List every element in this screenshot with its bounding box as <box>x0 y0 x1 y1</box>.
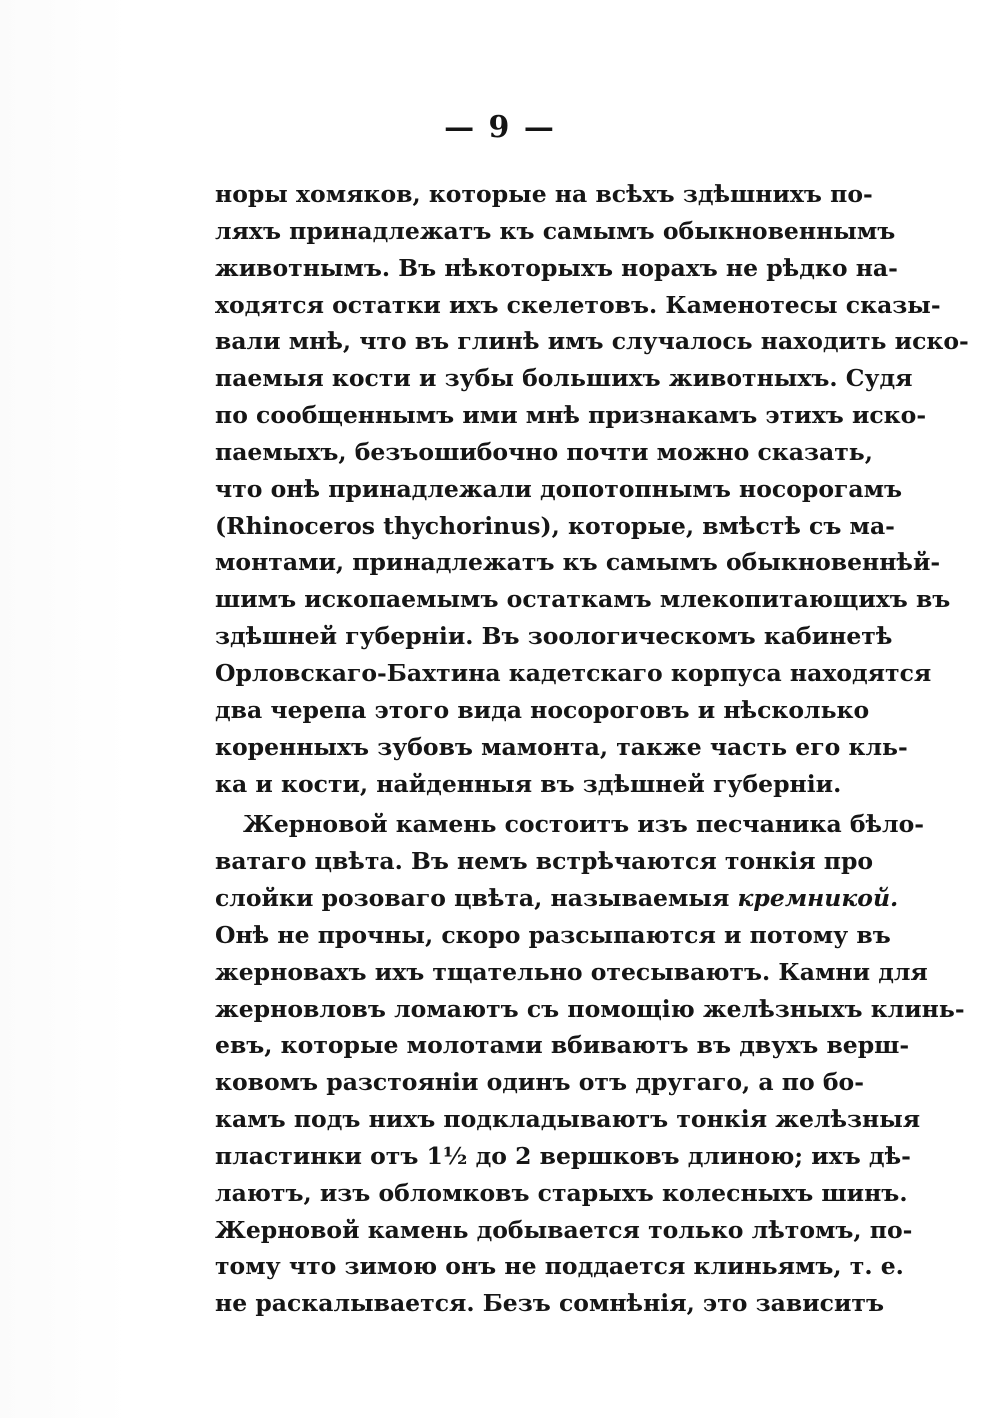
text-line: вали мнѣ, что въ глинѣ имъ случалось находить иско- <box>215 327 969 356</box>
page-number: — 9 — <box>444 110 556 145</box>
text-line: Онѣ не прочны, скоро разсыпаются и потому въ <box>215 920 891 949</box>
text-line: норы хомяков, которые на всѣхъ здѣшнихъ по- <box>215 180 873 208</box>
text-line: жерновловъ ломаютъ съ помощію желѣзныхъ клинь- <box>215 994 965 1023</box>
text-line: не раскалывается. Безъ сомнѣнія, это зависитъ <box>215 1289 884 1318</box>
text-line: ляхъ принадлежатъ къ самымъ обыкновеннымъ <box>215 216 896 245</box>
text-line: камъ подъ нихъ подкладываютъ тонкія желѣзныя <box>215 1105 921 1134</box>
text-line: евъ, которые молотами вбиваютъ въ двухъ верш- <box>215 1031 910 1060</box>
text-line: лаютъ, изъ обломковъ старыхъ колесныхъ шинъ. <box>215 1178 908 1207</box>
text-line: Орловскаго-Бахтина кадетскаго корпуса находятся <box>215 658 932 687</box>
text-line: паемыхъ, безъошибочно почти можно сказать, <box>215 437 873 466</box>
text-line: (Rhinoceros thychorinus), которые, вмѣстѣ съ ма- <box>215 511 895 540</box>
paragraph-end-line: ка и кости, найденныя въ здѣшней губерніи. <box>215 769 842 798</box>
italic-term: кремникой. <box>737 884 899 913</box>
text-line: паемыя кости и зубы большихъ животныхъ. Судя <box>215 364 913 393</box>
text-line: ходятся остатки ихъ скелетовъ. Каменотесы сказы- <box>215 290 941 319</box>
text-line: по сообщеннымъ ими мнѣ признакамъ этихъ иско- <box>215 401 927 430</box>
page-margin-shade <box>0 0 130 1418</box>
text-line: пластинки отъ 1½ до 2 вершковъ длиною; ихъ дѣ- <box>215 1141 911 1170</box>
text-line: ватаго цвѣта. Въ немъ встрѣчаются тонкія про <box>215 847 874 876</box>
text-line: два черепа этого вида носороговъ и нѣсколько <box>215 695 870 724</box>
text-line: тому что зимою онъ не поддается клиньямъ, т. е. <box>215 1252 904 1281</box>
text-line: животнымъ. Въ нѣкоторыхъ норахъ не рѣдко на- <box>215 253 898 282</box>
text-line: здѣшней губерніи. Въ зоологическомъ кабинетѣ <box>215 622 893 651</box>
text-line: монтами, принадлежатъ къ самымъ обыкновеннѣй- <box>215 548 941 577</box>
text-line: шимъ ископаемымъ остаткамъ млекопитающихъ въ <box>215 585 951 614</box>
text-line: жерновахъ ихъ тщательно отесываютъ. Камни для <box>215 957 928 986</box>
text-segment: слойки розоваго цвѣта, называемыя <box>215 884 730 913</box>
body-text <box>215 176 969 1322</box>
text-line: Жерновой камень добывается только лѣтомъ, по- <box>215 1215 913 1244</box>
text-line: коренныхъ зубовъ мамонта, также часть его кль- <box>215 732 908 761</box>
paragraph-start-line: Жерновой камень состоитъ изъ песчаника бѣло- <box>243 810 925 839</box>
text-line-with-italic <box>215 880 899 917</box>
text-line: ковомъ разстояніи одинъ отъ другаго, а по бо- <box>215 1068 864 1097</box>
text-line: что онѣ принадлежали допотопнымъ носорогамъ <box>215 474 903 503</box>
